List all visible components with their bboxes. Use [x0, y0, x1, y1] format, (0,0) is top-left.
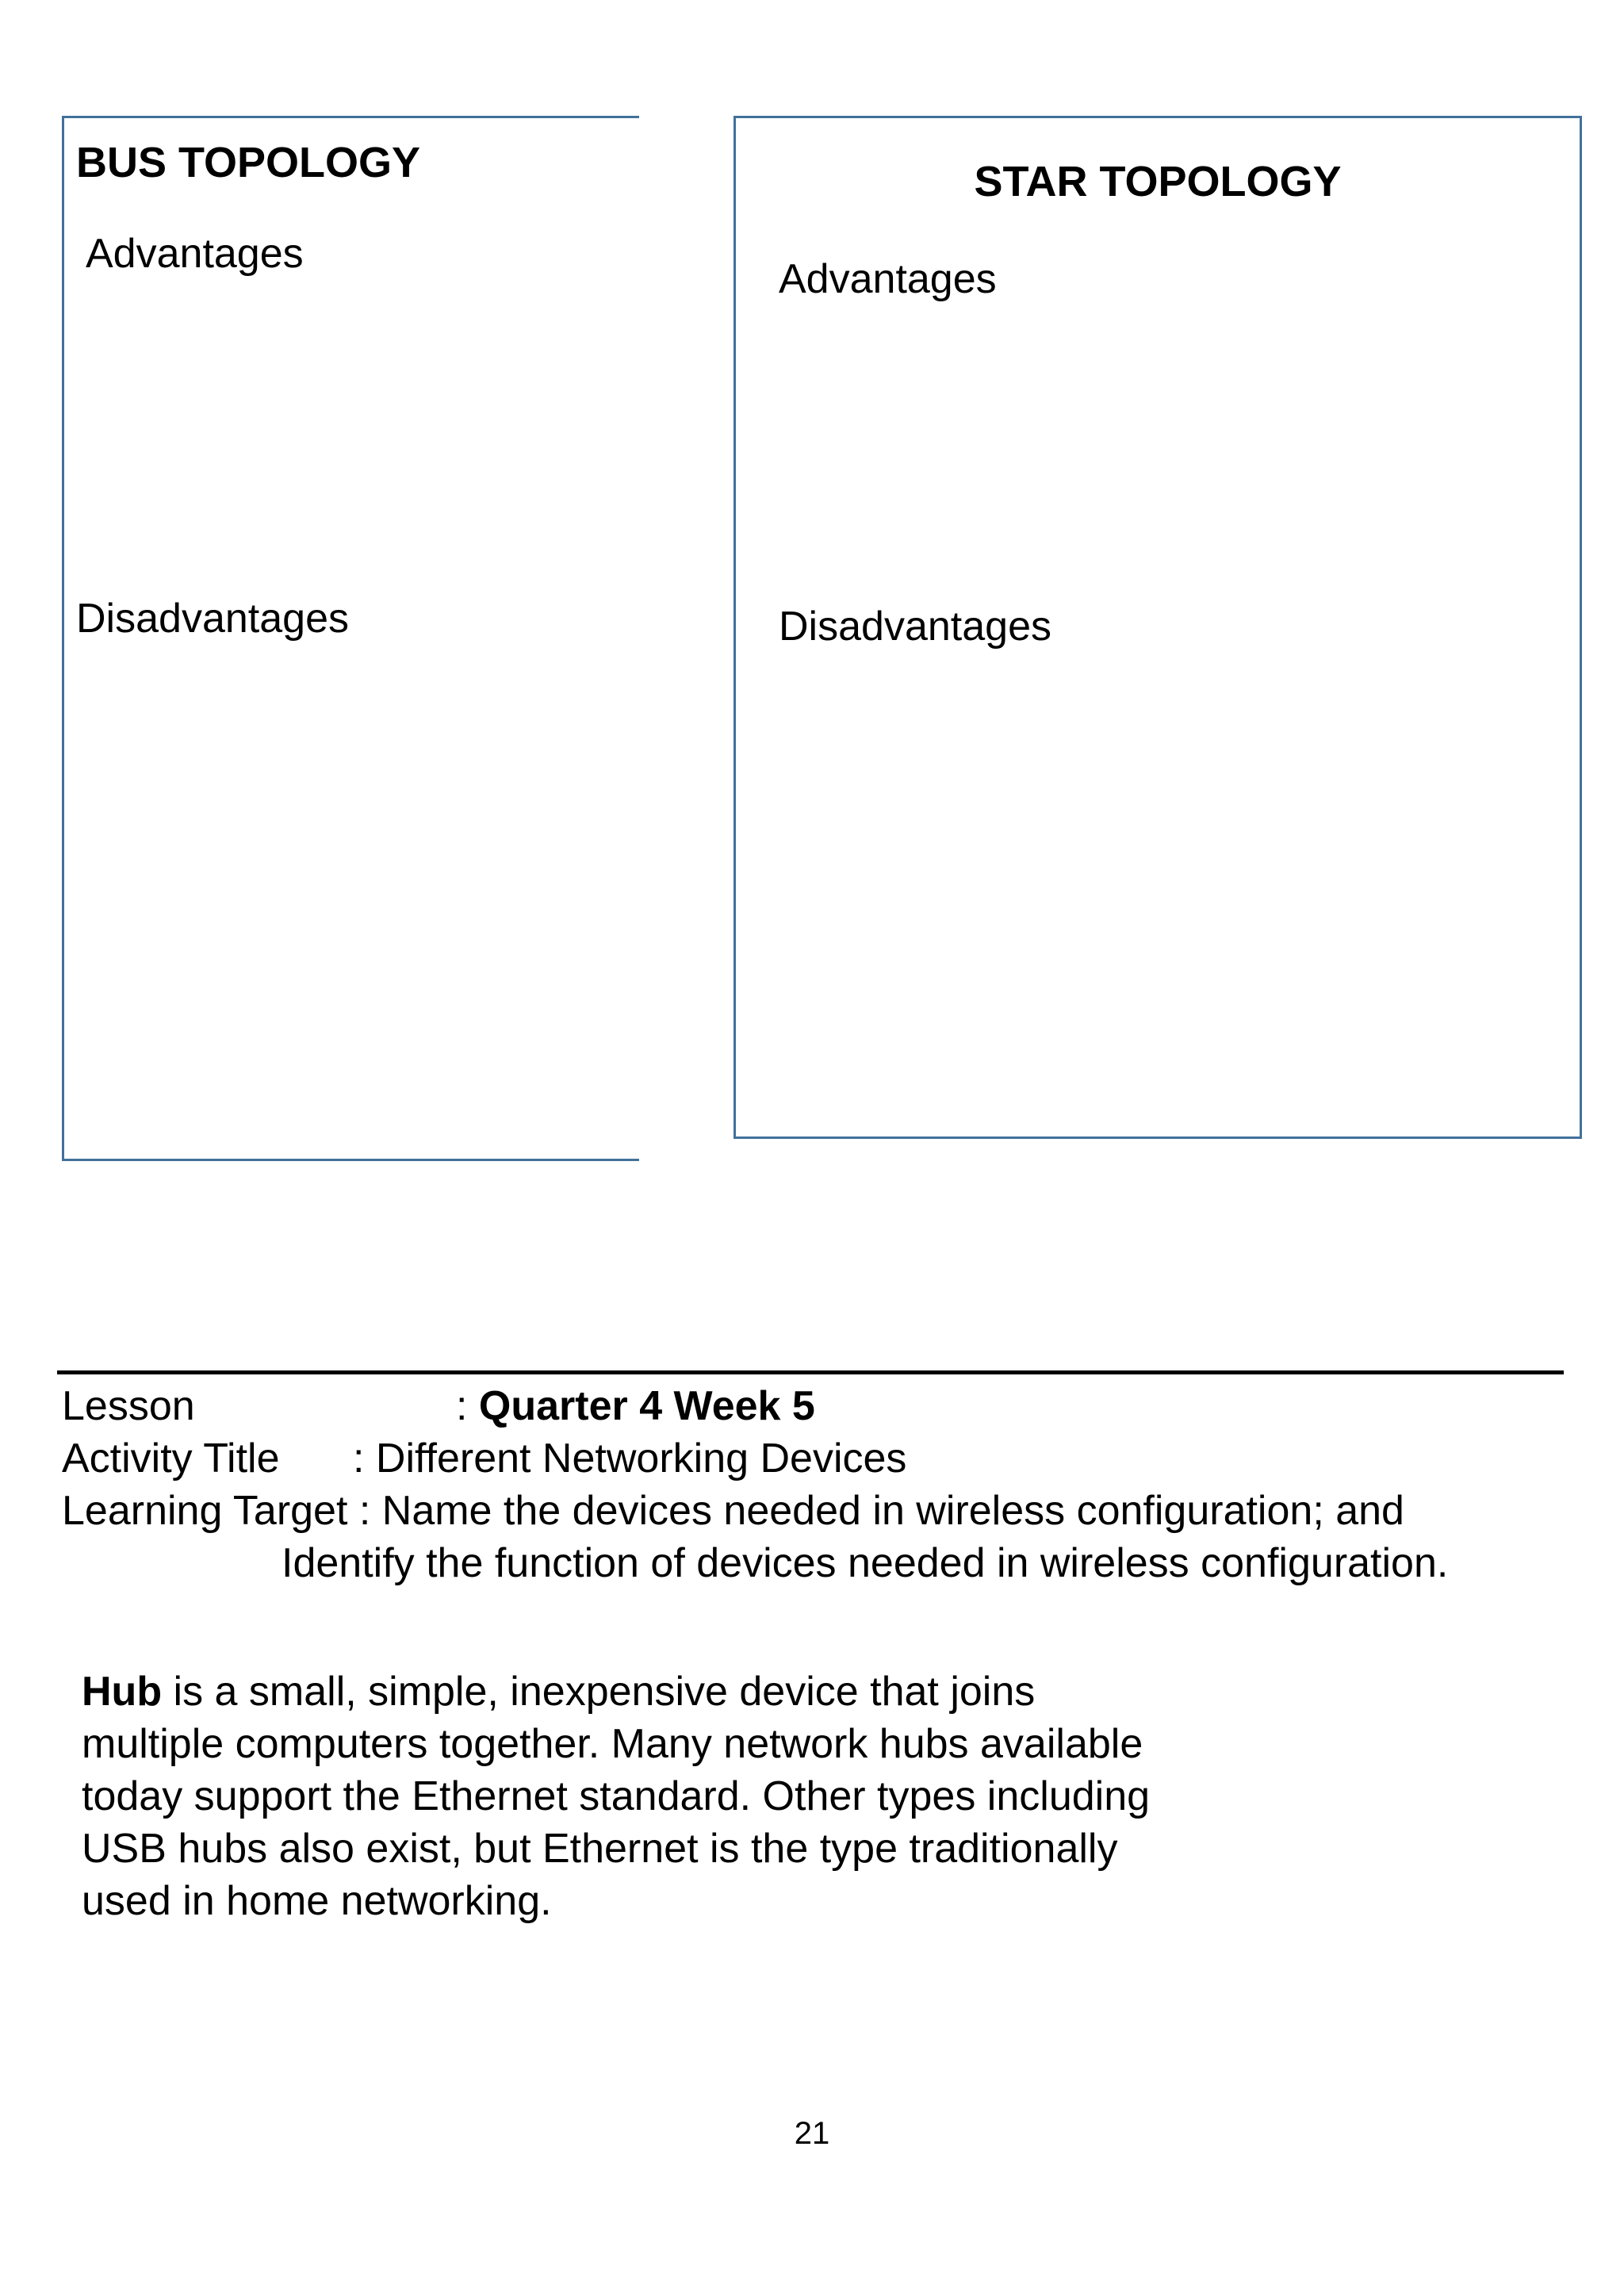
lesson-label: Lesson — [62, 1383, 195, 1429]
hub-line-5: used in home networking. — [82, 1878, 552, 1924]
learning-target-label: Learning Target — [62, 1488, 348, 1534]
section-divider — [57, 1370, 1564, 1374]
star-advantages-label: Advantages — [779, 256, 997, 302]
learning-target-text-1: : Name the devices needed in wireless configuration; and — [358, 1488, 1404, 1534]
lesson-value-line — [456, 1380, 815, 1432]
hub-line-2: multiple computers together. Many network hubs available — [82, 1721, 1143, 1767]
hub-term: Hub — [82, 1669, 163, 1715]
hub-line-1 — [82, 1665, 1271, 1718]
activity-title-label: Activity Title — [62, 1435, 280, 1481]
page-number: 21 — [794, 2116, 830, 2151]
lesson-value: Quarter 4 Week 5 — [478, 1383, 815, 1429]
hub-paragraph — [82, 1665, 1271, 1927]
hub-line-3: today support the Ethernet standard. Other types including — [82, 1773, 1151, 1819]
hub-line-1-rest: is a small, simple, inexpensive device that joins — [162, 1669, 1036, 1715]
bus-disadvantages-label: Disadvantages — [76, 596, 349, 642]
lesson-colon: : — [456, 1383, 468, 1429]
star-topology-title: STAR TOPOLOGY — [974, 158, 1342, 205]
bus-topology-title: BUS TOPOLOGY — [76, 139, 421, 186]
learning-target-line — [62, 1485, 1404, 1537]
star-disadvantages-label: Disadvantages — [779, 604, 1051, 650]
hub-line-4: USB hubs also exist, but Ethernet is the type traditionally — [82, 1826, 1118, 1872]
bus-advantages-label: Advantages — [86, 231, 304, 277]
activity-title-value: : Different Networking Devices — [353, 1435, 907, 1481]
learning-target-text-2: Identify the function of devices needed in wireless configuration. — [282, 1540, 1449, 1586]
